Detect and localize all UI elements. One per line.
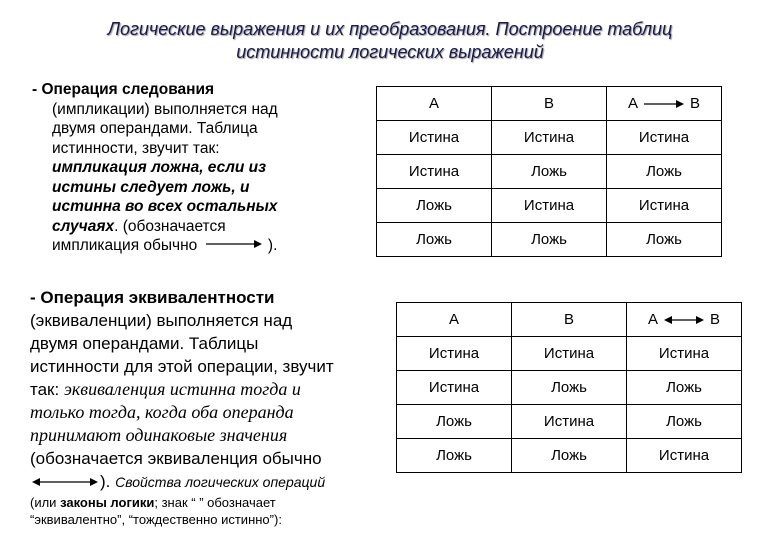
- implication-rule-line: истины следует ложь, и: [52, 178, 250, 196]
- header-cell-implication: [607, 87, 722, 121]
- title-line-1: Логические выражения и их преобразования. Построение таблиц: [107, 19, 673, 39]
- table-row: [397, 405, 742, 439]
- equivalence-rule-line: только тогда, когда оба операнда: [30, 402, 294, 422]
- table-cell: Истина: [627, 337, 742, 371]
- table-cell: Ложь: [627, 405, 742, 439]
- equivalence-note: (обозначается эквиваленция обычно: [30, 449, 322, 468]
- implication-line: истинности, звучит так:: [52, 139, 220, 157]
- implication-truth-table: [376, 86, 722, 257]
- table-cell: Истина: [512, 337, 627, 371]
- table-cell: Истина: [397, 337, 512, 371]
- implication-tail: . (обозначается: [114, 217, 226, 235]
- equivalence-line: истинности для этой операции, звучит: [30, 357, 334, 376]
- equivalence-arrow-icon: [30, 471, 100, 494]
- table-row: [397, 439, 742, 473]
- laws-bold: законы логики: [60, 495, 155, 511]
- properties-title: Свойства логических операций: [115, 474, 326, 490]
- equivalence-close: ).: [100, 472, 111, 491]
- implication-rule-line: случаях: [52, 217, 115, 235]
- header-operand-b: B: [690, 95, 701, 112]
- table-cell: Ложь: [492, 223, 607, 257]
- header-operand-a: A: [647, 311, 658, 328]
- implication-heading: - Операция следования: [32, 81, 215, 98]
- equivalence-line: двумя операндами. Таблицы: [30, 334, 259, 353]
- table-row: [377, 121, 722, 155]
- header-cell: B: [512, 303, 627, 337]
- table-cell: Ложь: [397, 439, 512, 473]
- equivalence-arrow-icon: [662, 314, 706, 326]
- table-cell: Истина: [512, 405, 627, 439]
- equivalence-heading: - Операция эквивалентности: [30, 288, 275, 307]
- header-cell: A: [397, 303, 512, 337]
- implication-rule-line: истинна во всех остальных: [52, 198, 278, 215]
- table-cell: Ложь: [512, 439, 627, 473]
- table-cell: Истина: [377, 121, 492, 155]
- title-line-2: истинности логических выражений: [236, 42, 544, 62]
- implication-rule-line: импликация ложна, если из: [52, 159, 267, 176]
- table-row: [397, 337, 742, 371]
- equivalence-truth-table: [396, 302, 742, 473]
- table-cell: Истина: [607, 189, 722, 223]
- implication-line: (импликации) выполняется над: [52, 100, 278, 118]
- table-cell: Истина: [377, 155, 492, 189]
- table-row: [377, 223, 722, 257]
- laws-last-line: “эквивалентно”, “тождественно истинно”):: [30, 512, 282, 528]
- table-cell: Ложь: [377, 189, 492, 223]
- table-cell: Ложь: [397, 405, 512, 439]
- table-header-row: [397, 303, 742, 337]
- header-cell: A: [377, 87, 492, 121]
- table-row: [397, 371, 742, 405]
- equivalence-line: (эквиваленции) выполняется над: [30, 311, 293, 330]
- table-cell: Ложь: [512, 371, 627, 405]
- table-cell: Ложь: [607, 155, 722, 189]
- table-cell: Истина: [492, 121, 607, 155]
- page-title: [0, 18, 780, 64]
- implication-arrow-icon: [642, 98, 686, 110]
- implication-line: двумя операндами. Таблица: [52, 120, 258, 137]
- implication-tail: ).: [267, 237, 278, 254]
- header-operand-a: A: [627, 95, 638, 112]
- table-cell: Ложь: [377, 223, 492, 257]
- implication-arrow-icon: [202, 236, 264, 256]
- equivalence-rule-line: принимают одинаковые значения: [30, 425, 288, 445]
- equivalence-so: так:: [30, 380, 64, 399]
- laws-pre: (или: [30, 495, 61, 511]
- table-header-row: [377, 87, 722, 121]
- table-cell: Ложь: [607, 223, 722, 257]
- table-cell: Истина: [607, 121, 722, 155]
- table-cell: Ложь: [627, 371, 742, 405]
- table-cell: Истина: [397, 371, 512, 405]
- implication-tail: импликация обычно: [52, 237, 198, 254]
- table-cell: Истина: [627, 439, 742, 473]
- header-operand-b: B: [710, 311, 721, 328]
- table-cell: Истина: [492, 189, 607, 223]
- table-cell: Ложь: [492, 155, 607, 189]
- table-row: [377, 189, 722, 223]
- header-cell: B: [492, 87, 607, 121]
- table-row: [377, 155, 722, 189]
- laws-post: ; знак “ ” обозначает: [154, 495, 276, 511]
- header-cell-equivalence: [627, 303, 742, 337]
- implication-description: [32, 80, 367, 256]
- equivalence-rule-line: эквиваленция истинна тогда и: [63, 379, 301, 399]
- equivalence-description: [30, 286, 385, 528]
